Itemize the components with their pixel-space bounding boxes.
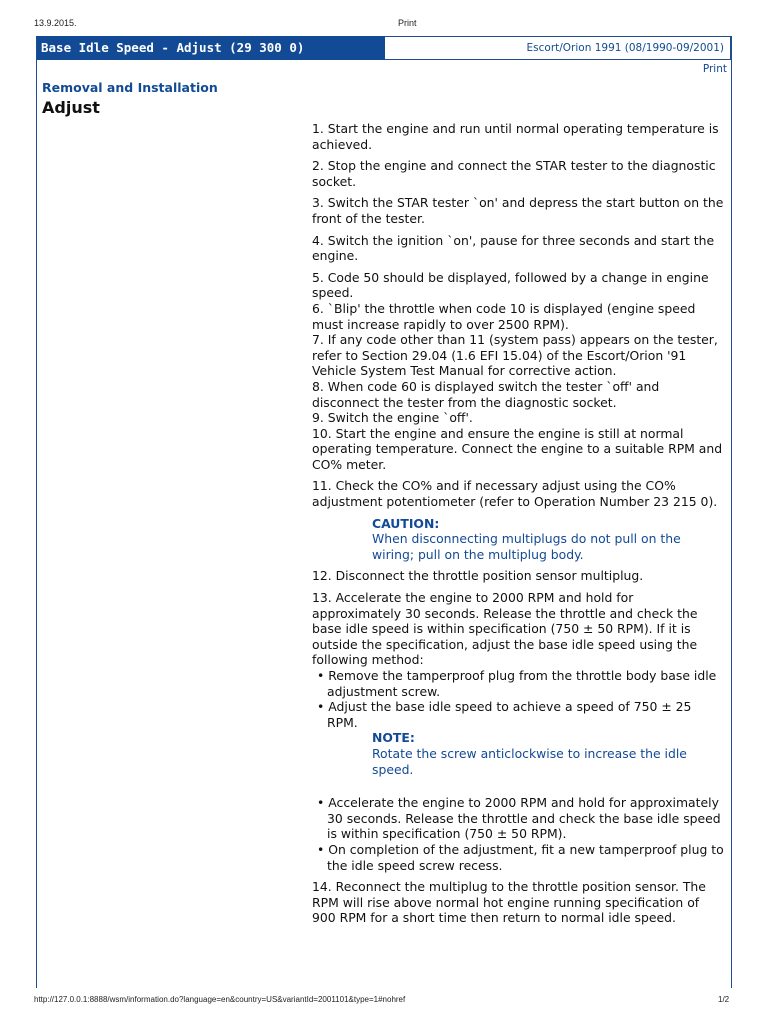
step-2: 2. Stop the engine and connect the STAR tester to the diagnostic socket. (312, 158, 716, 189)
step-6: 6. `Blip' the throttle when code 10 is displayed (engine speed must increase rapidly to over 2500 RPM). (312, 300, 696, 332)
note-title: NOTE: (372, 730, 415, 746)
step-9: 9. Switch the engine `off'. (312, 410, 473, 426)
list-item: • Remove the tamperproof plug from the throttle body base idle adjustment screw. (317, 668, 726, 699)
adjust-followup-list (317, 795, 726, 873)
caution-text: When disconnecting multiplugs do not pull on the wiring; pull on the multiplug body. (372, 531, 681, 562)
print-header-title: Print (398, 18, 417, 28)
step-5: 5. Code 50 should be displayed, followed by a change in engine speed. (312, 269, 709, 301)
vehicle-label: Escort/Orion 1991 (08/1990-09/2001) (385, 36, 731, 60)
step-1: 1. Start the engine and run until normal operating temperature is achieved. (312, 121, 719, 152)
note-text: Rotate the screw anticlockwise to increase the idle speed. (372, 745, 687, 777)
subsection-title: Adjust (42, 98, 100, 117)
step-14: 14. Reconnect the multiplug to the throttle position sensor. The RPM will rise above normal hot engine running specification of 900 RPM for a short time then return to normal idle speed. (312, 879, 706, 926)
step-4: 4. Switch the ignition `on', pause for three seconds and start the engine. (312, 232, 715, 264)
procedure-content (312, 121, 726, 932)
print-footer-url: http://127.0.0.1:8888/wsm/information.do?language=en&country=US&variantId=2001101&type=1#nohref (34, 995, 406, 1004)
caution-box (372, 516, 726, 563)
section-title: Removal and Installation (42, 80, 218, 95)
list-item: • Accelerate the engine to 2000 RPM and hold for approximately 30 seconds. Release the throttle and check the base idle speed is within specification (750 ± 50 RPM). (317, 795, 726, 842)
list-item: • Adjust the base idle speed to achieve a speed of 750 ± 25 RPM. (317, 699, 726, 730)
list-item: • On completion of the adjustment, fit a new tamperproof plug to the idle speed screw recess. (317, 842, 726, 873)
page-title: Base Idle Speed - Adjust (29 300 0) (37, 36, 385, 60)
page-number: 1/2 (718, 995, 730, 1004)
caution-title: CAUTION: (372, 515, 440, 531)
step-13: 13. Accelerate the engine to 2000 RPM and hold for approximately 30 seconds. Release the throttle and check the base idle speed is within specification (750 ± 50 RPM). If it is outside the specification, adjust the base idle speed using the following method: (312, 590, 698, 668)
note-box (372, 730, 726, 777)
step-8: 8. When code 60 is displayed switch the tester `off' and disconnect the tester from the diagnostic socket. (312, 378, 660, 410)
print-link[interactable]: Print (702, 63, 727, 75)
step-12: 12. Disconnect the throttle position sensor multiplug. (312, 568, 644, 584)
step-10: 10. Start the engine and ensure the engine is still at normal operating temperature. Connect the engine to a suitable RPM and CO% meter. (312, 425, 723, 472)
print-date: 13.9.2015. (34, 18, 77, 28)
step-7: 7. If any code other than 11 (system pass) appears on the tester, refer to Section 29.04 (1.6 EFI 15.04) of the Escort/Orion '91 Vehicle System Test Manual for corrective action. (312, 332, 718, 379)
step-3: 3. Switch the STAR tester `on' and depress the start button on the front of the tester. (312, 195, 724, 226)
adjust-method-list (317, 668, 726, 730)
document-frame (36, 36, 732, 988)
step-11: 11. Check the CO% and if necessary adjust using the CO% adjustment potentiometer (refer to Operation Number 23 215 0). (312, 478, 718, 510)
